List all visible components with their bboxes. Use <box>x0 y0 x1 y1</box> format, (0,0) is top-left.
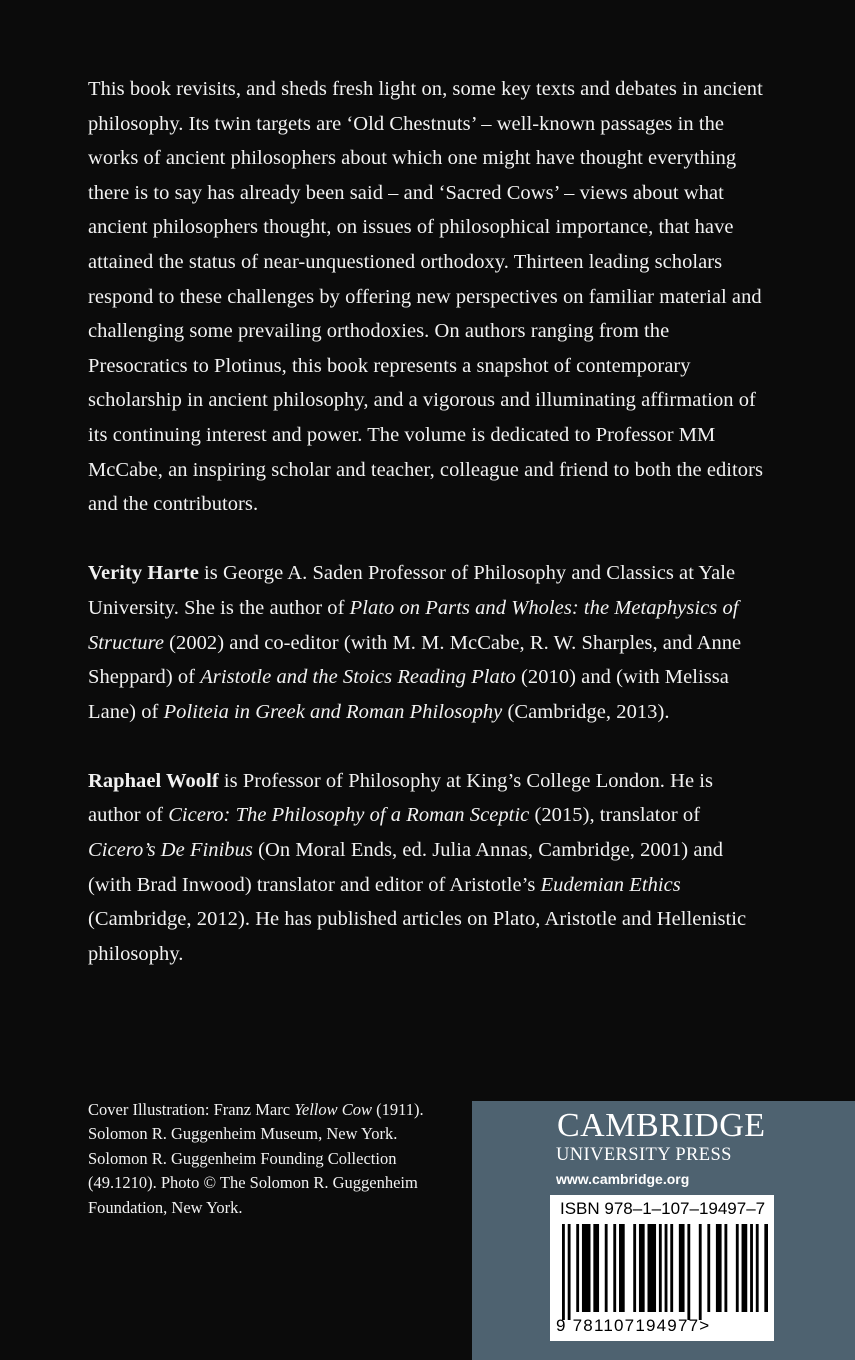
editor-name: Raphael Woolf <box>88 769 219 792</box>
isbn-number: ISBN 978–1–107–19497–7 <box>560 1199 766 1218</box>
barcode-digits: 9 781107194977> <box>556 1316 711 1335</box>
cover-illustration-credit: Cover Illustration: Franz Marc Yellow Cow (1911). Solomon R. Guggenheim Museum, New York. Solomon R. Guggenheim Founding Collection (49.1210). Photo © The Solomon R. Guggenheim Foundation, New York. <box>88 1100 424 1217</box>
book-title: Plato on Parts and Wholes: the Metaphysics of Structure <box>88 596 739 654</box>
cover-text <box>88 72 768 1006</box>
barcode-bars-icon <box>556 1224 768 1320</box>
book-title: Cicero’s De Finibus <box>88 839 253 862</box>
isbn-barcode <box>550 1195 774 1341</box>
book-title: Politeia in Greek and Roman Philosophy <box>163 700 503 723</box>
book-title: Aristotle and the Stoics Reading Plato <box>200 666 516 689</box>
publisher-url: www.cambridge.org <box>556 1171 690 1187</box>
book-title: Cicero: The Philosophy of a Roman Sceptic <box>168 804 530 827</box>
publisher-logo-press: UNIVERSITY PRESS <box>556 1145 732 1165</box>
book-description: This book revisits, and sheds fresh light on, some key texts and debates in ancient philosophy. Its twin targets are ‘Old Chestnuts’ – well-known passages in the works of ancient philosophers about which one might have thought everything there is to say has already been said – and ‘Sacred Cows’ – views about what ancient philosophers thought, on issues of philosophical importance, that have attained the status of near-unquestioned orthodoxy. Thirteen leading scholars respond to these challenges by offering new perspectives on familiar material and challenging some prevailing orthodoxies. On authors ranging from the Presocratics to Plotinus, this book represents a snapshot of contemporary scholarship in ancient philosophy, and a vigorous and illuminating affirmation of its continuing interest and power. The volume is dedicated to Professor MM McCabe, an inspiring scholar and teacher, colleague and friend to both the editors and the contributors. <box>88 78 763 516</box>
editor-bio-harte: Verity Harte is George A. Saden Professor of Philosophy and Classics at Yale University. She is the author of Plato on Parts and Wholes: the Metaphysics of Structure (2002) and co-editor (with M. M. McCabe, R. W. Sharples, and Anne Sheppard) of Aristotle and the Stoics Reading Plato (2010) and (with Melissa Lane) of Politeia in Greek and Roman Philosophy (Cambridge, 2013). <box>88 562 742 723</box>
editor-bio-woolf: Raphael Woolf is Professor of Philosophy at King’s College London. He is author of Cicero: The Philosophy of a Roman Sceptic (2015), translator of Cicero’s De Finibus (On Moral Ends, ed. Julia Annas, Cambridge, 2001) and (with Brad Inwood) translator and editor of Aristotle’s Eudemian Ethics (Cambridge, 2012). He has published articles on Plato, Aristotle and Hellenistic philosophy. <box>88 769 747 965</box>
publisher-logo-name: CAMBRIDGE <box>557 1107 766 1144</box>
publisher-panel <box>472 1101 855 1360</box>
editor-name: Verity Harte <box>88 562 199 585</box>
book-title: Eudemian Ethics <box>540 873 681 896</box>
artwork-title: Yellow Cow <box>294 1100 372 1119</box>
